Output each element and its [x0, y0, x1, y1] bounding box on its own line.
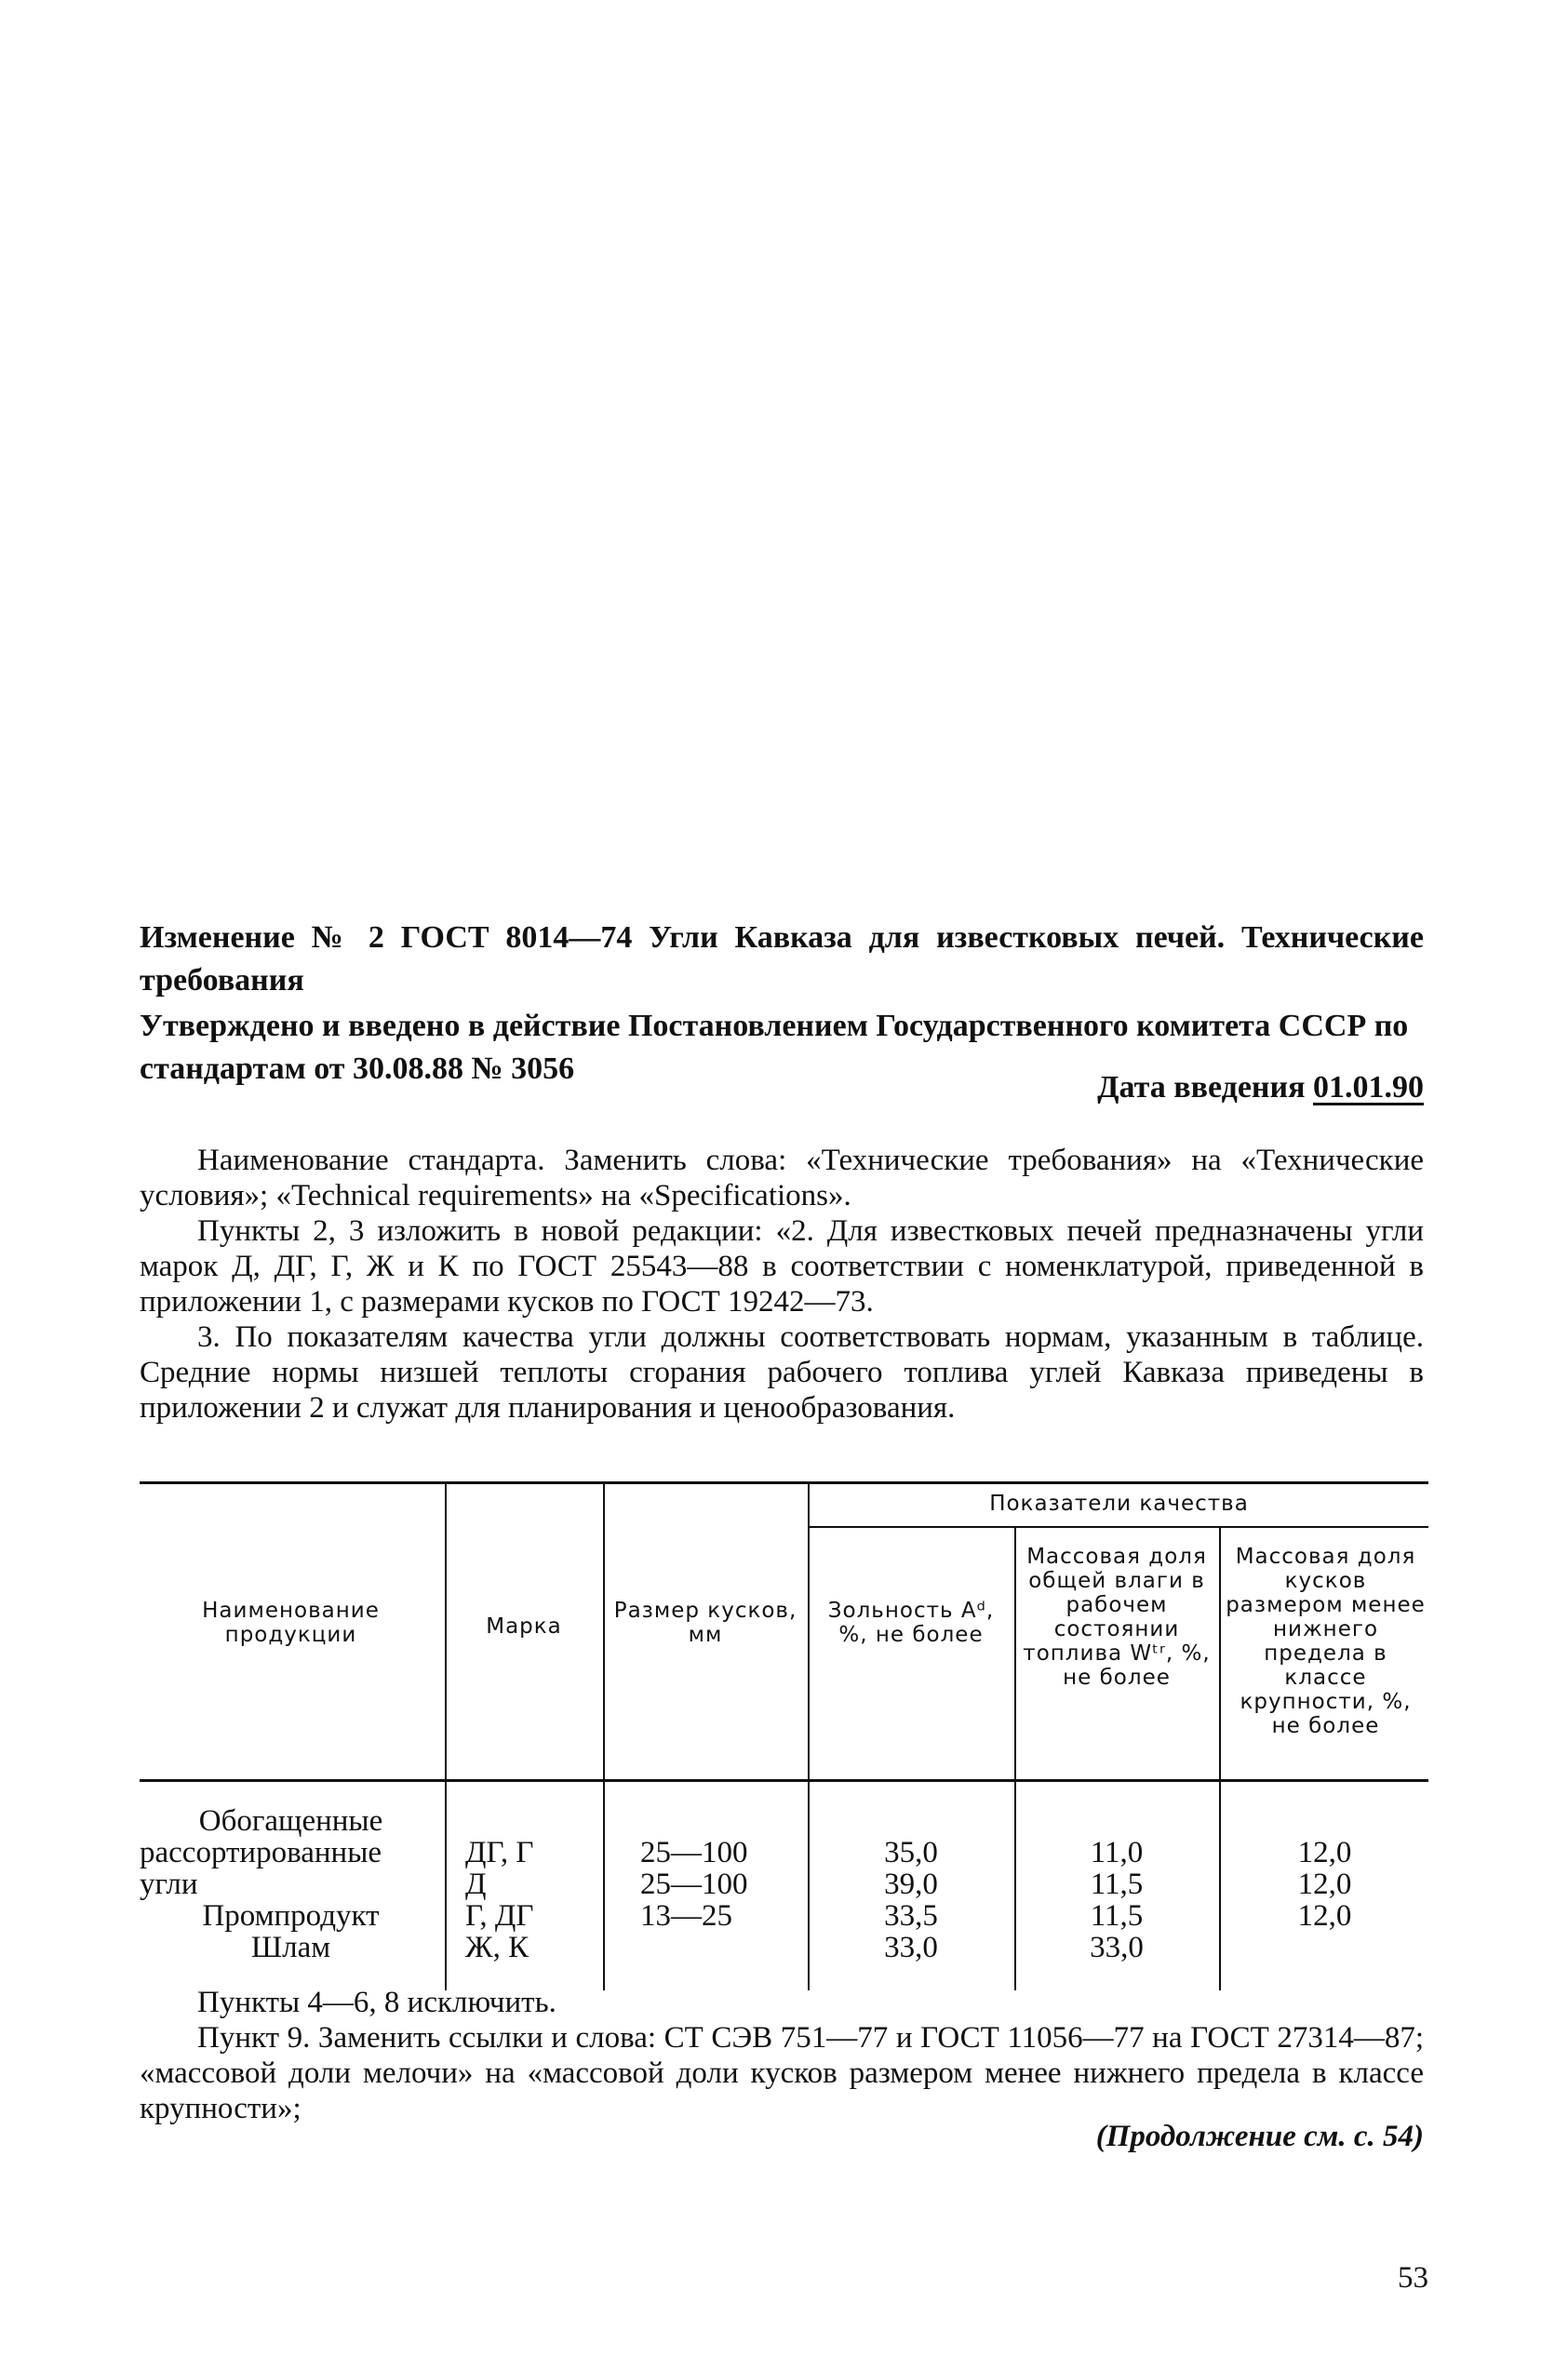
- moisture-cell: 11,5: [1090, 1868, 1144, 1901]
- continuation-note: (Продолжение см. с. 54): [1095, 2120, 1424, 2153]
- table-col-divider: [445, 1483, 447, 1990]
- mark-cell: Д: [465, 1868, 487, 1901]
- product-line: рассортированные: [140, 1836, 382, 1869]
- size-cell: 13—25: [640, 1899, 732, 1933]
- fines-cell: 12,0: [1297, 1868, 1352, 1901]
- fines-cell: 12,0: [1297, 1899, 1352, 1933]
- table-top-rule: [140, 1481, 1428, 1484]
- mark-cell: ДГ, Г: [465, 1836, 534, 1869]
- page-number: 53: [1398, 2261, 1428, 2295]
- paragraph-standard-name: Наименование стандарта. Заменить слова: «Технические требования» на «Технические условия»; «Technical requirements» на «Specifications».: [140, 1144, 1424, 1212]
- product-line: Обогащенные: [198, 1804, 383, 1838]
- moisture-cell: 33,0: [1090, 1931, 1144, 1964]
- header-ash: Зольность Aᵈ, %, не более: [827, 1599, 995, 1647]
- amendment-title: Изменение № 2 ГОСТ 8014—74 Угли Кавказа для известковых печей. Технические требования: [140, 920, 1424, 998]
- header-mark: Марка: [486, 1614, 562, 1639]
- fines-cell: 12,0: [1297, 1836, 1352, 1869]
- ash-cell: 33,0: [884, 1931, 938, 1964]
- introduction-date-value: 01.01.90: [1313, 1070, 1424, 1105]
- header-product: Наименование продукции: [202, 1599, 380, 1647]
- mark-cell: Г, ДГ: [465, 1899, 534, 1933]
- product-line: Шлам: [250, 1931, 331, 1964]
- size-cell: 25—100: [640, 1836, 748, 1869]
- header-fines: Массовая доля кусков размером менее нижнего предела в классе крупности, %, не более: [1226, 1545, 1426, 1738]
- product-line: Промпродукт: [202, 1899, 380, 1933]
- table-col-divider: [603, 1483, 605, 1990]
- introduction-date: [1097, 1070, 1424, 1105]
- paragraph-items-2-3: Пункты 2, 3 изложить в новой редакции: «2. Для известковых печей предназначены угли марок Д, ДГ, Г, Ж и К по ГОСТ 25543—88 в соответствии с номенклатурой, приведенной в приложении 1, с размерами кусков по ГОСТ 19242—73.: [140, 1214, 1424, 1319]
- product-line: угли: [140, 1868, 198, 1901]
- mark-cell: Ж, К: [465, 1931, 529, 1964]
- ash-cell: 39,0: [884, 1868, 938, 1901]
- moisture-cell: 11,0: [1090, 1836, 1144, 1869]
- header-size: Размер кусков, мм: [613, 1599, 797, 1647]
- amendment-body: [140, 1143, 1424, 1426]
- group-header-quality: Показатели качества: [989, 1492, 1249, 1516]
- introduction-date-label: Дата введения: [1097, 1070, 1306, 1105]
- ash-cell: 33,5: [884, 1899, 938, 1933]
- header-moisture: Массовая доля общей влаги в рабочем состоянии топлива Wᵗʳ, %, не более: [1023, 1545, 1211, 1690]
- moisture-cell: 11,5: [1090, 1899, 1144, 1933]
- group-header-rule: [808, 1526, 1428, 1528]
- size-cell: 25—100: [640, 1868, 748, 1901]
- amendment-continued: [140, 1985, 1424, 2126]
- paragraph-item-9: Пункт 9. Заменить ссылки и слова: СТ СЭВ 751—77 и ГОСТ 11056—77 на ГОСТ 27314—87; «массовой доли мелочи» на «массовой доли кусков размером менее нижнего предела в классе крупности»;: [140, 2021, 1424, 2125]
- paragraph-item-3: 3. По показателям качества угли должны соответствовать нормам, указанным в таблице. Средние нормы низшей теплоты сгорания рабочего топлива углей Кавказа приведены в приложении 2 и служат для планирования и ценообразования.: [140, 1320, 1424, 1425]
- ash-cell: 35,0: [884, 1836, 938, 1869]
- table-header-rule: [140, 1779, 1428, 1782]
- approval-statement: Утверждено и введено в действие Постановлением Государственного комитета СССР по стандартам от 30.08.88 № 3056: [140, 1009, 1409, 1086]
- paragraph-items-4-6-8: Пункты 4—6, 8 исключить.: [197, 1986, 556, 2019]
